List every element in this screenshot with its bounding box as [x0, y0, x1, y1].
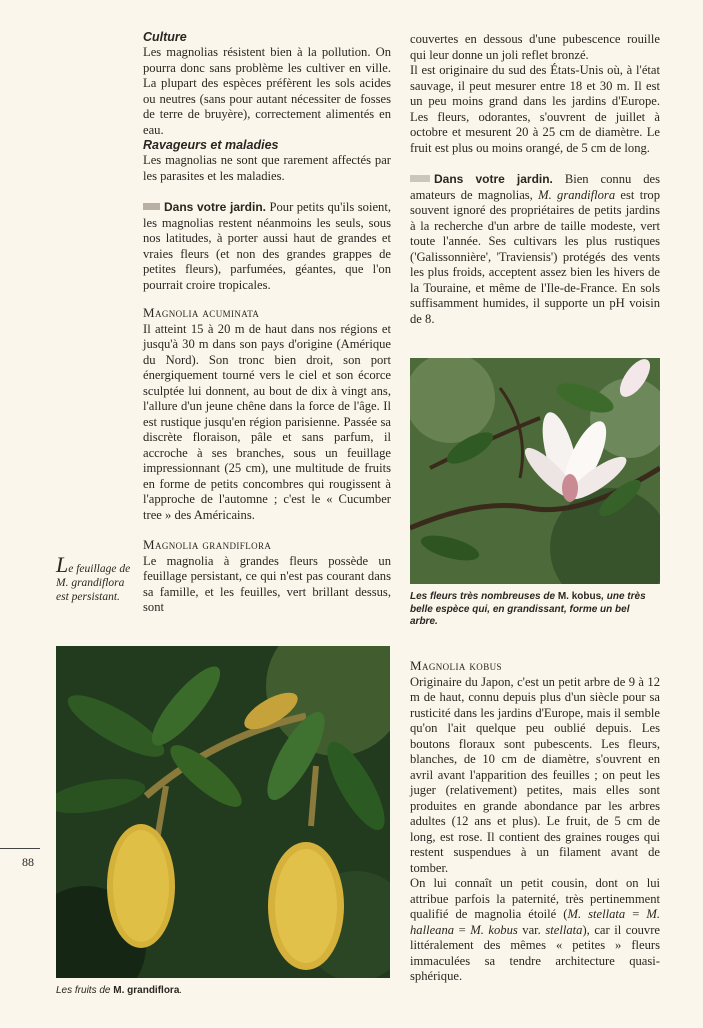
magnolia-fruit-illustration [56, 646, 390, 978]
left-column [143, 30, 391, 616]
pests-heading: Ravageurs et maladies [143, 138, 279, 152]
garden-label: Dans votre jardin. [164, 200, 267, 214]
garden-paragraph [143, 200, 391, 293]
kobus-species-1: M. stellata [567, 907, 626, 921]
flower-caption-b: , une très belle espèce qui, en grandissant, forme un bel arbre. [410, 591, 646, 627]
magnolia-flower-illustration [410, 358, 660, 584]
garden-text: Pour petits qu'ils soient, les magnolias restent néanmoins les seuls, sous nos latitudes, à porter aussi haut de grandes et vraies fleurs (et non des grandes grappes de petites fleurs), parfumées, géantes, que l'on pourrait croire tropicales. [143, 200, 391, 292]
kobus-text-2e: ), car il couvre littéralement des mêmes « petites » fleurs immaculées sa tendre architecture quasi-sphérique. [410, 922, 660, 983]
acuminata-heading: Magnolia acuminata [143, 305, 260, 320]
garden2-label: Dans votre jardin. [434, 172, 553, 186]
culture-heading: Culture [143, 30, 187, 44]
fruit-caption-species: M. grandiflora [113, 985, 180, 996]
pests-text: Les magnolias ne sont que rarement affectés par les parasites et les maladies. [143, 153, 391, 183]
kobus-text-2b: = [625, 907, 647, 921]
fruit-photo-caption [56, 985, 390, 998]
flower-caption-species: M. kobus [557, 591, 602, 602]
magnolia-kobus-flower-photo [410, 358, 660, 584]
garden2-species: M. grandiflora [538, 187, 616, 202]
kobus-section [410, 658, 660, 985]
grandiflora-continued-1: couvertes en dessous d'une pubescence rouille qui leur donne un joli reflet bronzé. [410, 32, 660, 62]
margin-note-drop-letter: L [56, 552, 69, 577]
acuminata-text: Il atteint 15 à 20 m de haut dans nos régions et jusqu'à 30 m dans son pays d'origine (Amérique du Nord). Son tronc bien droit, son port énergiquement tourné vers le ciel et son écorce sculptée lui donnent, au bout de dix à vingt ans, l'allure d'un jeune chêne dans la force de l'âge. Il est rustique jusqu'en région parisienne. Passée sa discrète floraison, pâle et sans parfum, il accroche à ses branches, sous un feuillage impressionnant (25 cm), une multitude de fruits en forme de petits concombres qui rougissent à l'approche de l'automne ; c'est le « Cucumber tree » des Américains. [143, 321, 391, 522]
flower-photo-caption [410, 591, 660, 629]
kobus-species-2: M. halleana [410, 907, 660, 937]
kobus-text-2c: = [454, 922, 471, 937]
kobus-text-1: Originaire du Japon, c'est un petit arbre de 9 à 12 m de haut, connu depuis plus d'un siècle pour sa rusticité dans les jardins d'Europe, mais il semble qu'on l'ait quelque peu oublié depuis. Les boutons floraux sont pubescents. Les fleurs, blanches, de 10 cm de diamètre, s'ouvrent en avril avant l'apparition des feuilles ; on peut les juger (relativement) petites, mais elles sont produites en grande abondance par les arbres adultes (12 ans et plus). Le fruit, de 5 cm de long, est rose. Il contient des graines rouges qui restent suspendues à un filament avant de tomber. [410, 674, 660, 875]
grandiflora-continued-2: Il est originaire du sud des États-Unis où, à l'état sauvage, il peut mesurer entre 18 et 30 m. Il est un peu moins grand dans les jardins d'Europe. Les fleurs, odorantes, s'ouvrent de juillet à octobre et mesurent 20 à 25 cm de diamètre. Le fruit est plus ou moins orangé, de 5 cm de long. [410, 63, 660, 155]
kobus-text-2 [410, 876, 660, 985]
section-marker-icon [410, 175, 430, 182]
grandiflora-text: Le magnolia à grandes fleurs possède un feuillage persistant, ce qui n'est pas courant dans sa famille, et les feuilles, vert brillant dessus, sont [143, 553, 391, 614]
kobus-heading: Magnolia kobus [410, 658, 502, 673]
page-number-rule [0, 848, 40, 849]
garden2-text-a: Bien connu des amateurs de magnolias, [410, 172, 660, 202]
fruit-caption-b: . [179, 985, 183, 996]
right-column [410, 32, 660, 327]
margin-note-text: e feuillage de M. grandiflora est persistant. [56, 563, 131, 603]
magnolia-grandiflora-fruit-photo [56, 646, 390, 978]
kobus-text-2a: On lui connaît un petit cousin, dont on lui attribue parfois la paternité, très pertinemment qualifié de magnolia étoilé ( [410, 876, 660, 921]
garden2-text-b: est trop souvent ignoré des propriétaires de petits jardins à la recherche d'un arbre de taille modeste, vert toute l'année. Ses cultivars les plus rustiques ('Galissonnière', 'Traviensis') protégés des vents les plus froids, acceptent assez bien les hivers de la Touraine, et même de l'Ile-de-France. En sols suffisamment humides, il supporte un pH voisin de 8. [410, 187, 660, 326]
kobus-text-2d: var. [517, 922, 546, 937]
grandiflora-heading: Magnolia grandiflora [143, 537, 272, 552]
section-marker-icon [143, 203, 160, 210]
page-number: 88 [22, 855, 34, 869]
kobus-species-3: M. kobus [470, 922, 518, 937]
flower-caption-a: Les fleurs très nombreuses de [410, 591, 558, 602]
culture-text: Les magnolias résistent bien à la pollution. On pourra donc sans problème les cultiver en ville. La plupart des espèces préfèrent les sols acides ou neutres (sans pour autant nécessiter de fosses de terre de bruyère), correctement alimentés en eau. [143, 45, 391, 137]
kobus-species-4: stellata [545, 922, 583, 937]
margin-note [56, 552, 136, 604]
garden2-paragraph [410, 172, 660, 327]
fruit-caption-a: Les fruits de [56, 985, 114, 996]
